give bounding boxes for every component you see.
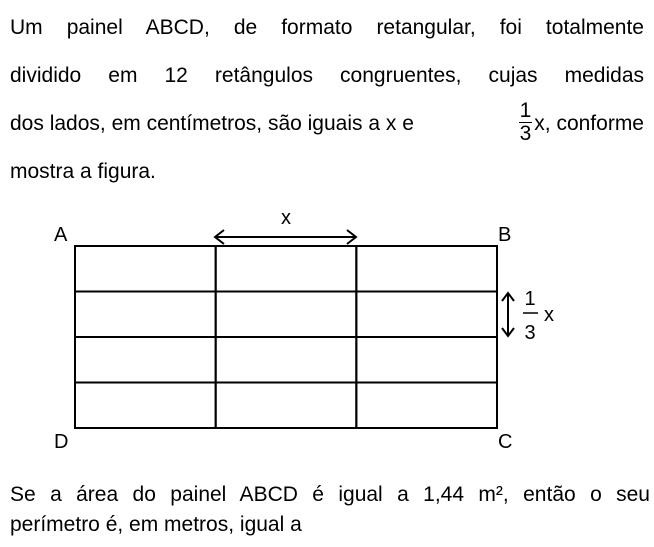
fraction-denominator: 3 xyxy=(519,121,532,145)
grid-cell xyxy=(216,292,357,338)
grid-cell xyxy=(216,246,357,292)
panel-grid xyxy=(75,246,497,428)
height-label-denominator: 3 xyxy=(524,322,536,344)
statement-line-3-start: dos lados, em centímetros, são iguais a x e xyxy=(10,112,414,135)
statement-line-3-end: x, conforme xyxy=(534,112,644,135)
corner-c-label: C xyxy=(498,431,513,453)
grid-cell xyxy=(356,292,497,338)
question-line-2: perímetro é, em metros, igual a xyxy=(10,513,302,536)
height-label-variable: x xyxy=(544,304,554,326)
grid-cell xyxy=(356,383,497,429)
grid-cell xyxy=(75,292,216,338)
grid-cell xyxy=(216,383,357,429)
height-arrow xyxy=(502,293,514,336)
question-line-1: Se a área do painel ABCD é igual a 1,44 m², então o seu xyxy=(10,483,650,506)
grid-cell xyxy=(75,383,216,429)
height-label-numerator: 1 xyxy=(524,288,536,310)
statement-line-2: dividido em 12 retângulos congruentes, cujas medidas xyxy=(10,64,644,87)
grid-cell xyxy=(75,246,216,292)
grid-cell xyxy=(356,337,497,383)
grid-cell xyxy=(356,246,497,292)
grid-cell xyxy=(75,337,216,383)
corner-b-label: B xyxy=(498,224,512,246)
corner-d-label: D xyxy=(54,431,69,453)
width-arrow xyxy=(215,230,356,244)
fraction-numerator: 1 xyxy=(519,98,532,122)
grid-cell xyxy=(216,337,357,383)
corner-a-label: A xyxy=(54,224,68,246)
width-label: x xyxy=(281,207,291,229)
question-text xyxy=(10,480,650,540)
statement-line-1: Um painel ABCD, de formato retangular, foi totalmente xyxy=(10,16,644,39)
statement-line-4: mostra a figura. xyxy=(10,160,156,183)
